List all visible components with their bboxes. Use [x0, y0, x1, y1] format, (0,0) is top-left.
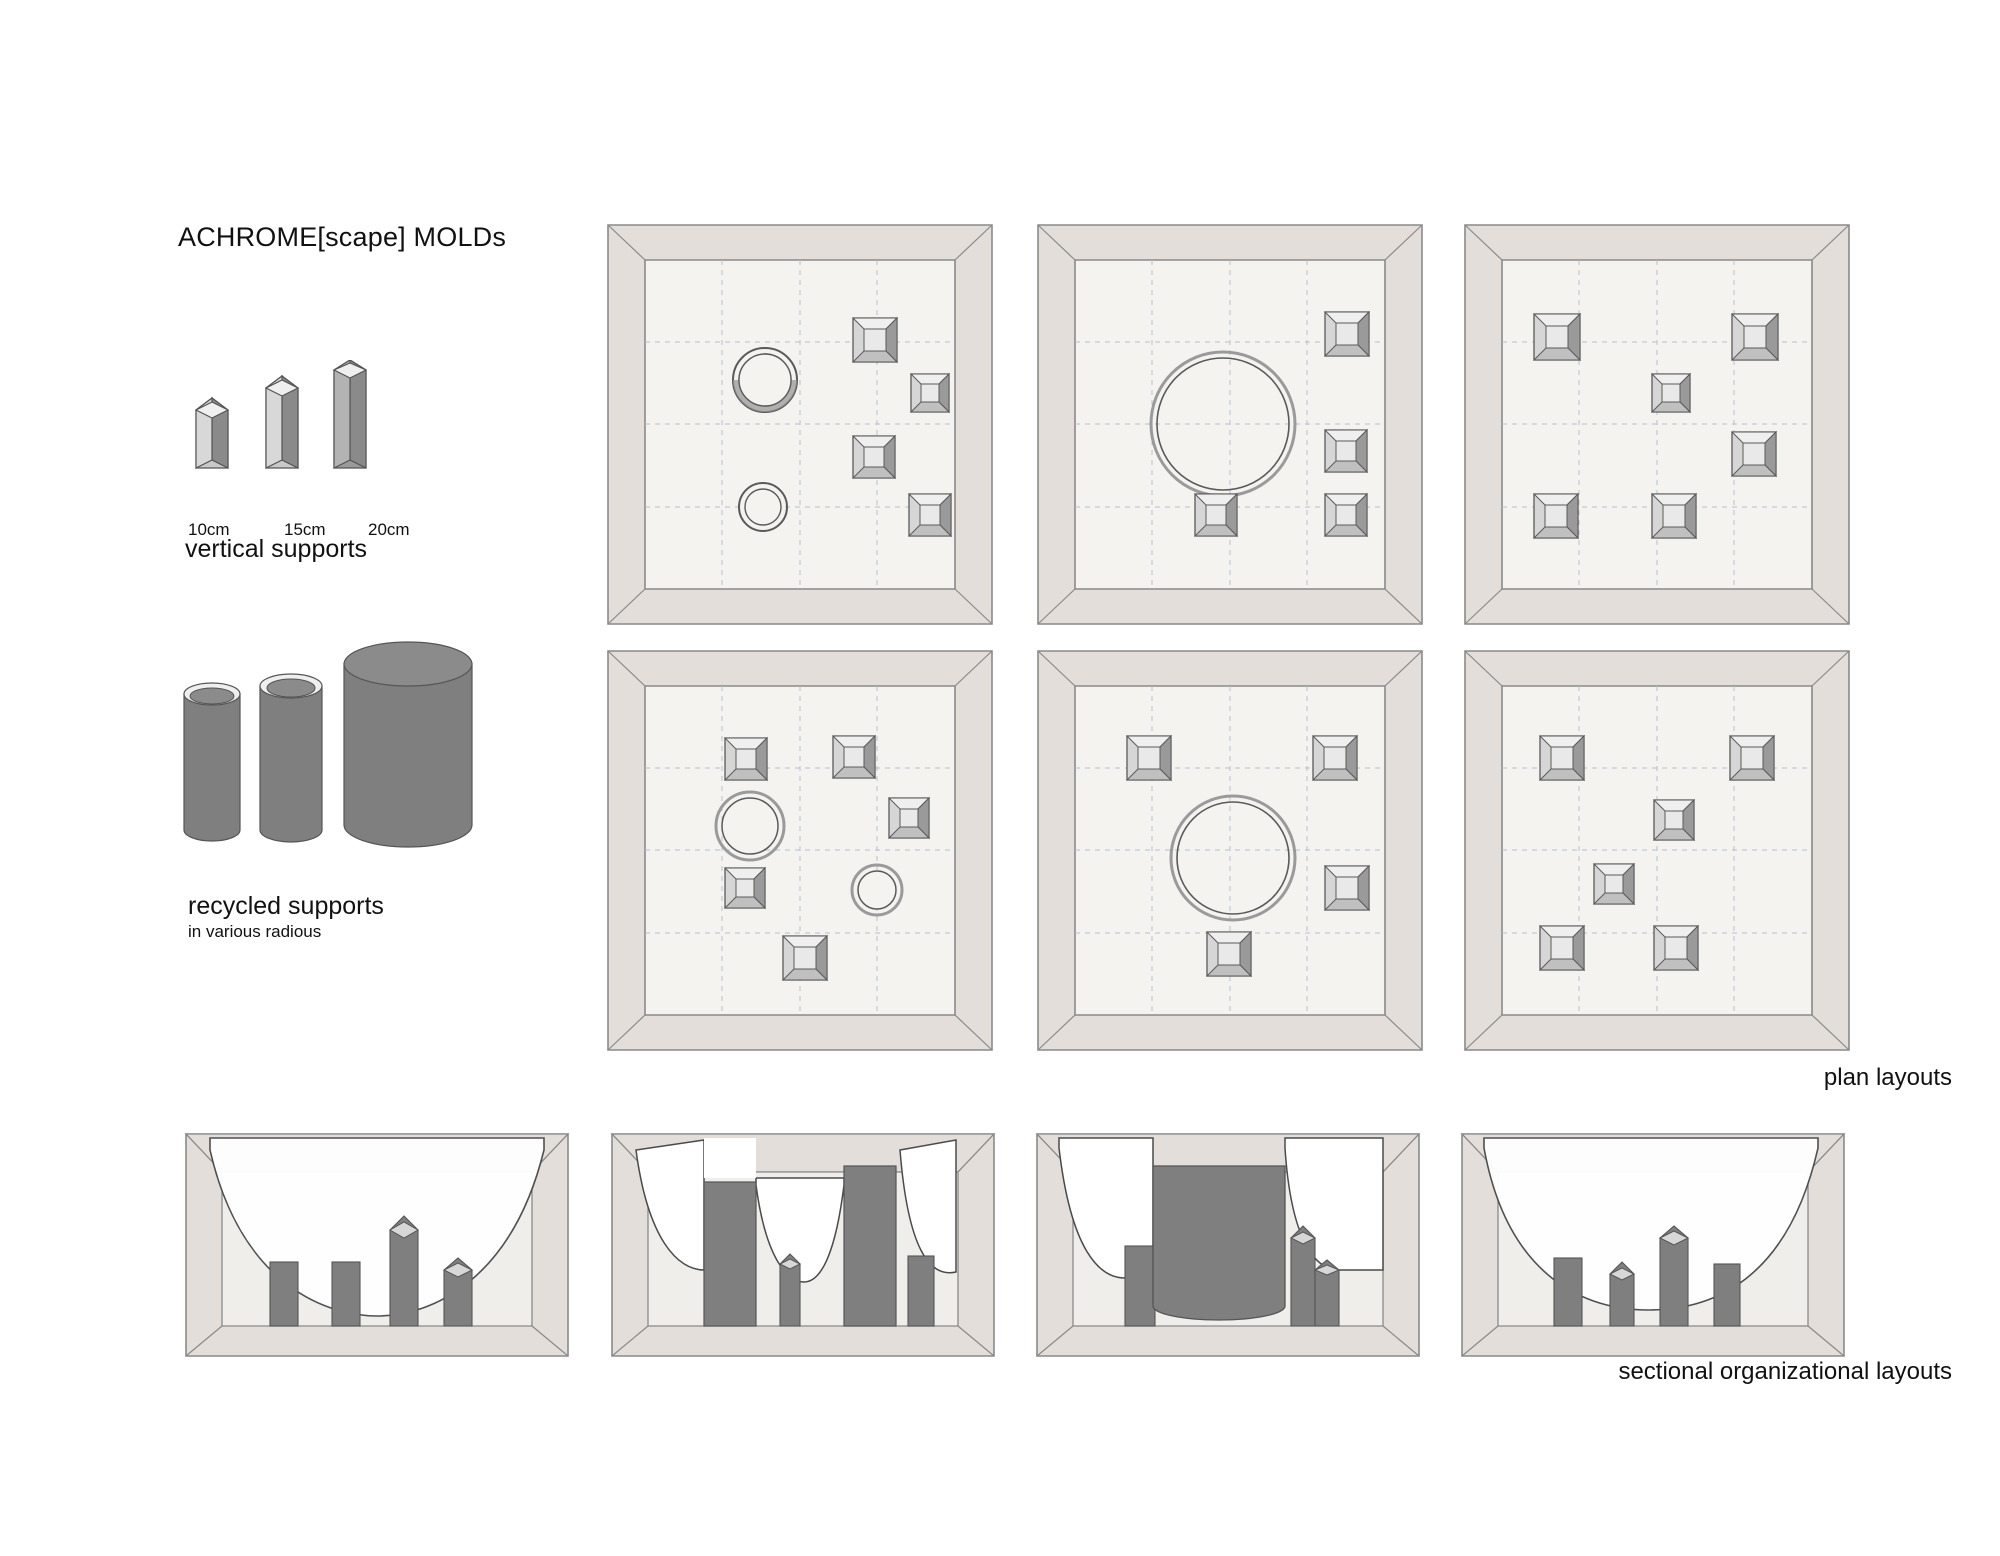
section-tile-2 — [608, 1130, 998, 1360]
section-tile-4 — [1458, 1130, 1848, 1360]
dimension-10cm: 10cm — [188, 520, 230, 539]
legend-vertical-supports — [178, 360, 438, 520]
plan-tile-3 — [1462, 222, 1852, 627]
caption-plan-layouts: plan layouts — [1823, 1064, 1952, 1091]
cylinder-small — [184, 683, 240, 841]
dimension-15cm: 15cm — [284, 520, 326, 539]
cylinder-large — [344, 642, 472, 847]
pyramid-10cm — [196, 398, 228, 468]
legend-recycled-supports-label: recycled supports — [188, 892, 384, 920]
section-tile-1 — [182, 1130, 572, 1360]
legend-recycled-supports — [178, 630, 498, 880]
legend-vertical-supports-label: vertical supports — [185, 535, 368, 563]
dimension-20cm: 20cm — [368, 520, 410, 539]
plan-tile-2 — [1035, 222, 1425, 627]
plan-tile-6 — [1462, 648, 1852, 1053]
plan-tile-5 — [1035, 648, 1425, 1053]
pyramid-20cm — [334, 360, 366, 468]
page-title: ACHROME[scape] MOLDs — [178, 222, 507, 252]
caption-sectional-layouts: sectional organizational layouts — [1618, 1358, 1952, 1385]
section-tile-3 — [1033, 1130, 1423, 1360]
plan-tile-1 — [605, 222, 995, 627]
pyramid-15cm — [266, 376, 298, 468]
legend-recycled-supports-sublabel: in various radious — [188, 922, 322, 941]
cylinder-medium — [260, 674, 322, 842]
plan-tile-4 — [605, 648, 995, 1053]
